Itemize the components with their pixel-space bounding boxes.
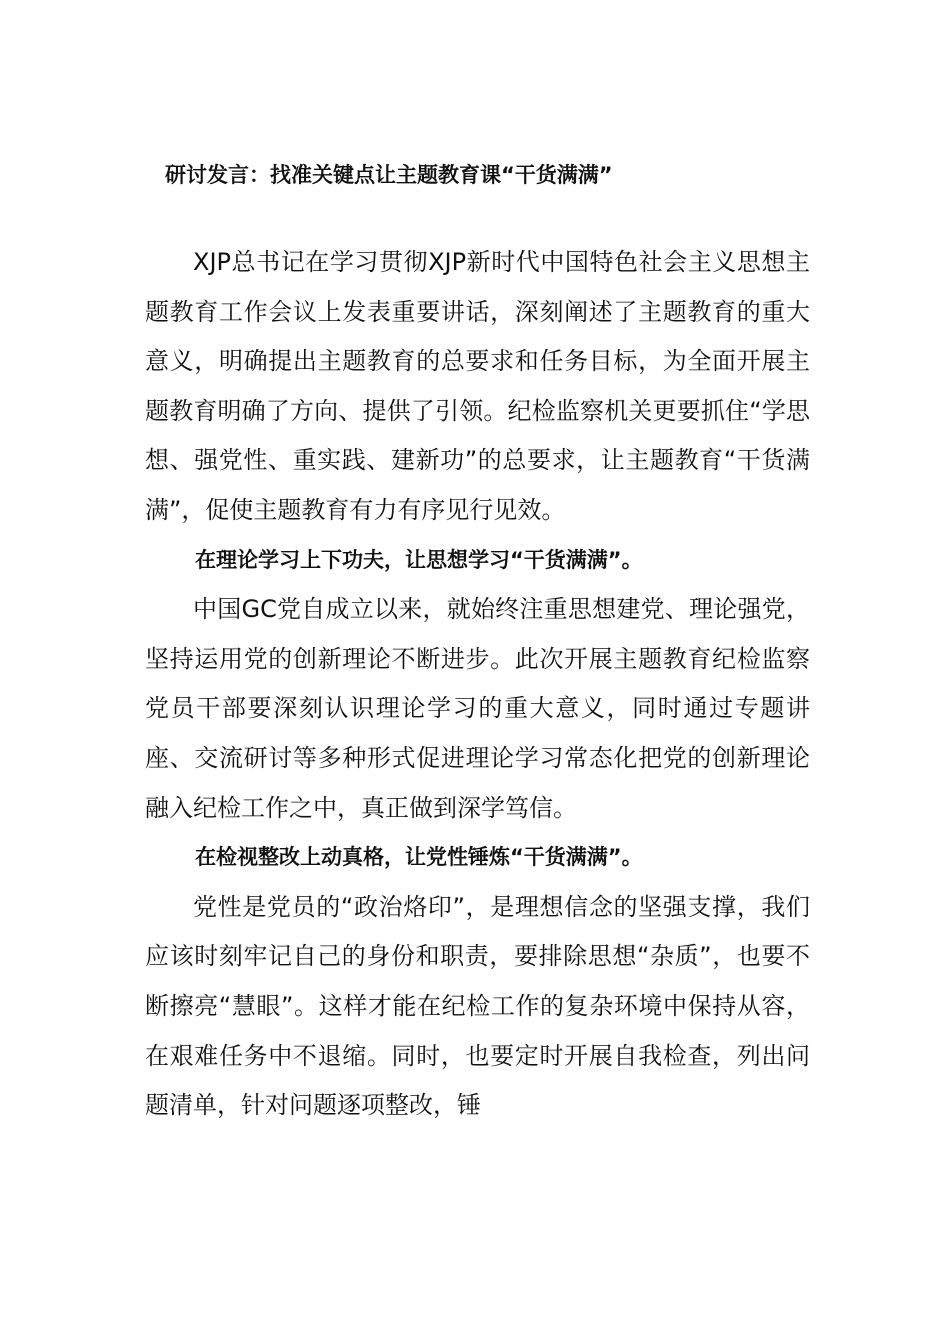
paragraph-intro: XJP总书记在学习贯彻XJP新时代中国特色社会主义思想主题教育工作会议上发表重要讲话，深刻阐述了主题教育的重大意义，明确提出主题教育的总要求和任务目标，为全面开展主题教育明确了方向、提供了引领。纪检监察机关更要抓住“学思想、强党性、重实践、建新功”的总要求，让主题教育“干货满满”，促使主题教育有力有序见行见效。	[145, 248, 810, 524]
section-heading-rectification: 在检视整改上动真格，让党性锤炼“干货满满”。	[195, 845, 643, 870]
document-page	[145, 150, 810, 1131]
document-title: 研讨发言：找准关键点让主题教育课“干货满满”	[165, 163, 613, 187]
paragraph-theory: 中国GC党自成立以来，就始终注重思想建党、理论强党，坚持运用党的创新理论不断进步。此次开展主题教育纪检监察党员干部要深刻认识理论学习的重大意义，同时通过专题讲座、交流研讨等多种形式促进理论学习常态化把党的创新理论融入纪检工作之中，真正做到深学笃信。	[145, 595, 810, 822]
section-heading-theory: 在理论学习上下功夫，让思想学习“干货满满”。	[195, 547, 643, 572]
paragraph-rectification: 党性是党员的“政治烙印”，是理想信念的坚强支撑，我们应该时刻牢记自己的身份和职责，要排除思想“杂质”，也要不断擦亮“慧眼”。这样才能在纪检工作的复杂环境中保持从容，在艰难任务中不退缩。同时，也要定时开展自我检查，列出问题清单，针对问题逐项整改，锤	[145, 892, 810, 1120]
